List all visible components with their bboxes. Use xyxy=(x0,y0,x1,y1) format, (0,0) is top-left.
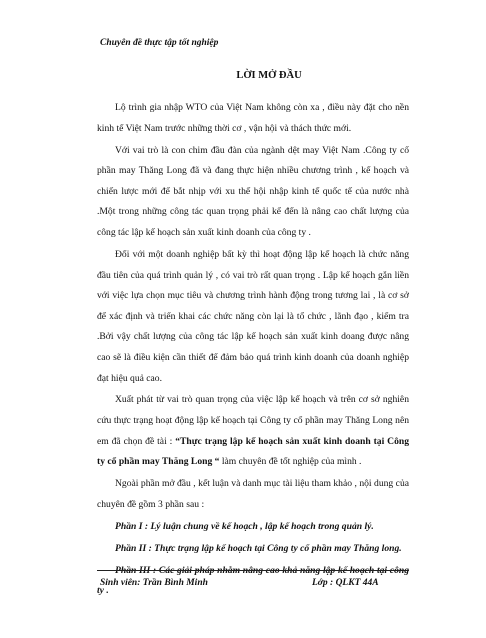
topic-title: “Thực trạng lập kế hoạch sản xuất kinh doanh tại Công ty cổ phần may Thăng Long “ xyxy=(97,435,410,468)
paragraph-1: Lộ trình gia nhập WTO của Việt Nam không còn xa , điều này đặt cho nền kinh tế Việt Nam trước những thời cơ , vận hội và thách thức mới. xyxy=(97,102,409,134)
part-2: Phần II : Thực trạng lập kế hoạch tại Công ty cổ phần may Thăng long. xyxy=(115,542,402,554)
document-body xyxy=(97,98,409,603)
paragraph-2: Với vai trò là con chim đầu đàn của ngành dệt may Việt Nam .Công ty cổ phần may Thăng Long đã và đang thực hiện nhiều chương trình , kế hoạch và chiến lược mới để bắt nhịp với xu thế hội nhập kinh tế quốc tế của nước nhà .Một trong những công tác quan trọng phải kể đến là nâng cao chất lượng của công tác lập kế hoạch sản xuất kinh doanh của công ty . xyxy=(97,144,409,238)
footer-student: Sinh viên: Trần Bình Minh xyxy=(100,578,208,588)
paragraph-3: Đối với một doanh nghiệp bất kỳ thì hoạt động lập kế hoạch là chức năng đầu tiên của quá trình quản lý , có vai trò rất quan trọng . Lập kế hoạch gắn liền với việc lựa chọn mục tiêu và chương trình hành động trong tương lai , là cơ sở để xác định và triển khai các chức năng còn lại là tổ chức , lãnh đạo , kiểm tra .Bởi vậy chất lượng của công tác lập kế hoạch sản xuất kinh doang được nâng cao sẽ là điều kiện cần thiết để đảm bảo quá trình kinh doanh của doanh nghiệp đạt hiệu quả cao. xyxy=(97,248,409,384)
paragraph-topic xyxy=(97,390,409,472)
footer-divider xyxy=(97,570,409,571)
page-title: LỜI MỞ ĐẦU xyxy=(236,70,302,81)
part-3: Phần III : Các giải pháp nhằm nâng cao khả năng lập kế hoạch tại công ty . xyxy=(97,564,409,597)
page-header: Chuyên đề thực tập tốt nghiệp xyxy=(100,38,219,48)
part-1: Phần I : Lý luận chung về kế hoạch , lập kế hoạch trong quản lý. xyxy=(115,520,374,532)
footer-class: Lớp : QLKT 44A xyxy=(312,578,379,588)
topic-text-after: làm chuyên đề tốt nghiệp của mình . xyxy=(219,456,362,468)
topic-text-before: Xuất phát từ vai trò quan trọng của việc lập kế hoạch và trên cơ sở nghiên cứu thực trạng hoạt động lập kế hoạch tại Công ty cổ phần may Thăng Long nên em đã chọn đề tài : xyxy=(97,394,409,447)
paragraph-structure: Ngoài phần mở đầu , kết luận và danh mục tài liệu tham khảo , nội dung của chuyên đề gồm 3 phần sau : xyxy=(97,478,409,510)
